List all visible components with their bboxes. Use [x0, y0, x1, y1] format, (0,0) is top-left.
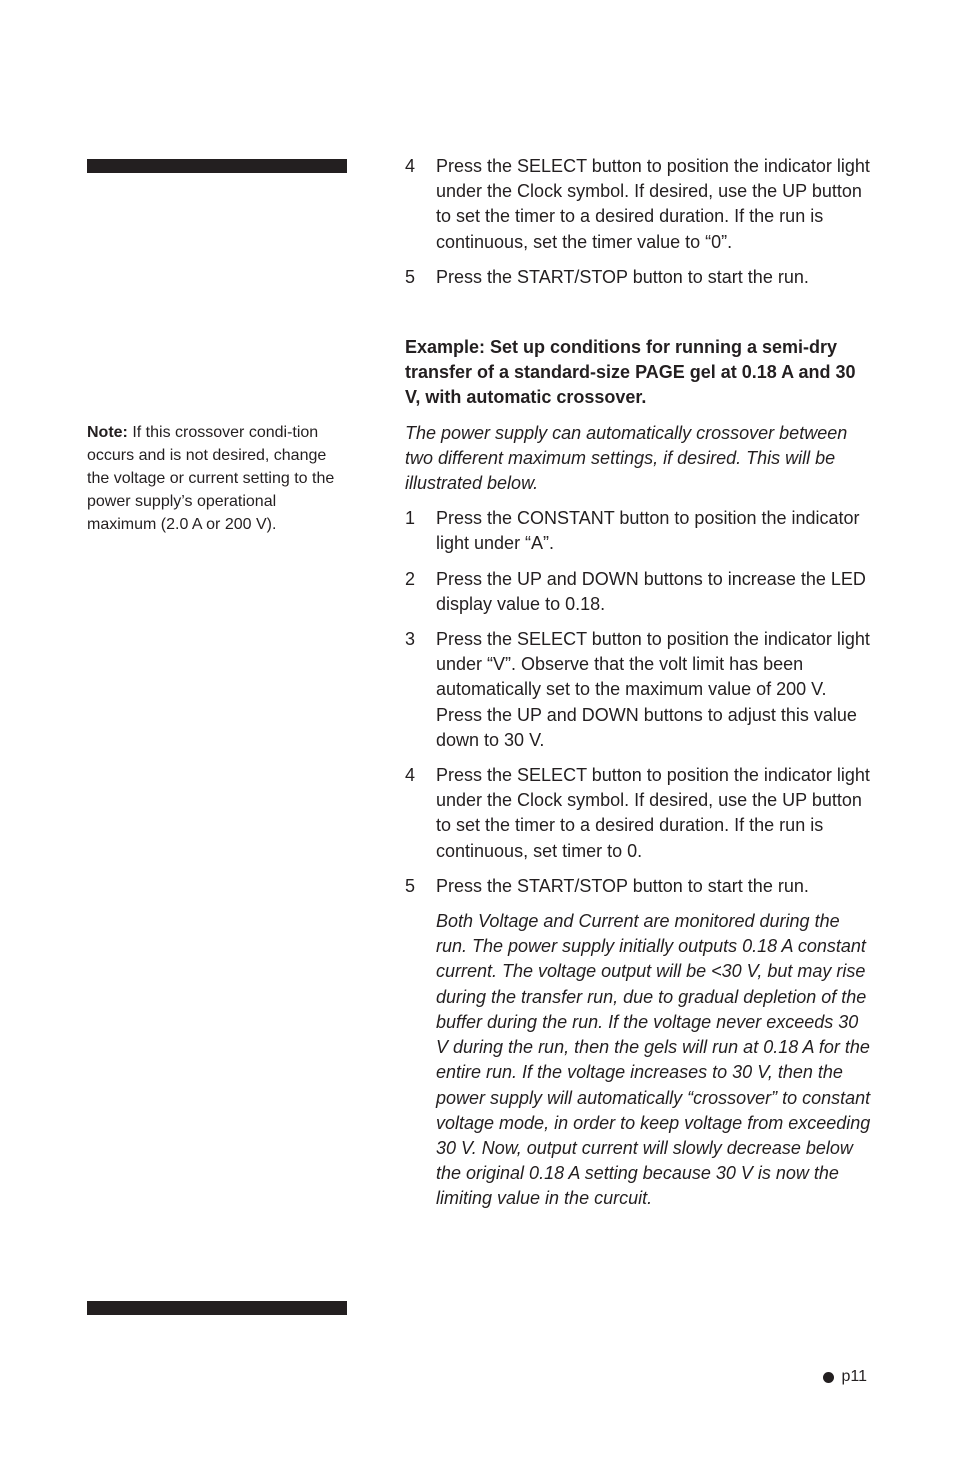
step-number: 4 — [405, 156, 416, 176]
top-rule — [87, 159, 347, 173]
note-label: Note: — [87, 424, 128, 441]
list-item — [405, 763, 873, 864]
step-text: Press the CONSTANT button to position the indicator light under “A”. — [436, 508, 860, 554]
crossover-explanation: Both Voltage and Current are monitored during the run. The power supply initially outputs 0.18 A constant current. The voltage output will be <30 V, but may rise during the transfer run, due to gradual depletion of the buffer during the run. If the voltage never exceeds 30 V during the run, then the gels will run at 0.18 A for the entire run. If the voltage increases to 30 V, then the power supply will automatically “crossover” to constant voltage mode, in order to keep voltage from exceeding 30 V. Now, output current will slowly decrease below the original 0.18 A setting because 30 V is now the limiting value in the curcuit. — [436, 911, 871, 1209]
step-number: 5 — [405, 875, 416, 896]
list-item — [405, 506, 873, 556]
step-text: Press the START/STOP button to start the run. — [436, 266, 809, 287]
list-item — [405, 154, 873, 255]
list-item — [405, 265, 873, 290]
list-item — [405, 567, 873, 617]
step-number: 3 — [405, 629, 416, 650]
step-number: 2 — [405, 568, 416, 589]
example-heading: Example: Set up conditions for running a semi-dry transfer of a standard-size PAGE gel at 0.18 A and 30 V, with automatic crossover. — [405, 337, 856, 408]
example-intro: The power supply can automatically crossover between two different maximum settings, if desired. This will be illustrated below. — [405, 422, 848, 494]
bullet-icon — [823, 1372, 834, 1383]
bottom-rule — [87, 1301, 347, 1315]
list-item — [405, 627, 873, 753]
page-footer — [823, 1366, 867, 1388]
step-number: 5 — [405, 266, 416, 287]
main-content — [405, 154, 873, 1212]
step-number: 4 — [405, 765, 416, 786]
list-item — [405, 874, 873, 899]
step-text: Press the START/STOP button to start the run. — [436, 875, 809, 896]
step-text: Press the SELECT button to position the indicator light under “V”. Observe that the volt limit has been automatically set to the maximum value of 200 V. Press the UP and DOWN buttons to adjust this value down to 30 V. — [436, 629, 870, 750]
page-number: p11 — [841, 1368, 867, 1385]
step-text: Press the SELECT button to position the indicator light under the Clock symbol. If desired, use the UP button to set the timer to a desired duration. If the run is continuous, set timer to 0. — [436, 765, 870, 861]
note-text: If this crossover condi-tion occurs and is not desired, change the voltage or current setting to the power supply’s operational maximum (2.0 A or 200 V). — [87, 424, 335, 533]
step-text: Press the SELECT button to position the indicator light under the Clock symbol. If desired, use the UP button to set the timer to a desired duration. If the run is continuous, set the timer value to “0”. — [436, 156, 870, 252]
step-text: Press the UP and DOWN buttons to increase the LED display value to 0.18. — [436, 568, 866, 614]
step-number: 1 — [405, 508, 416, 529]
side-note — [87, 421, 339, 536]
